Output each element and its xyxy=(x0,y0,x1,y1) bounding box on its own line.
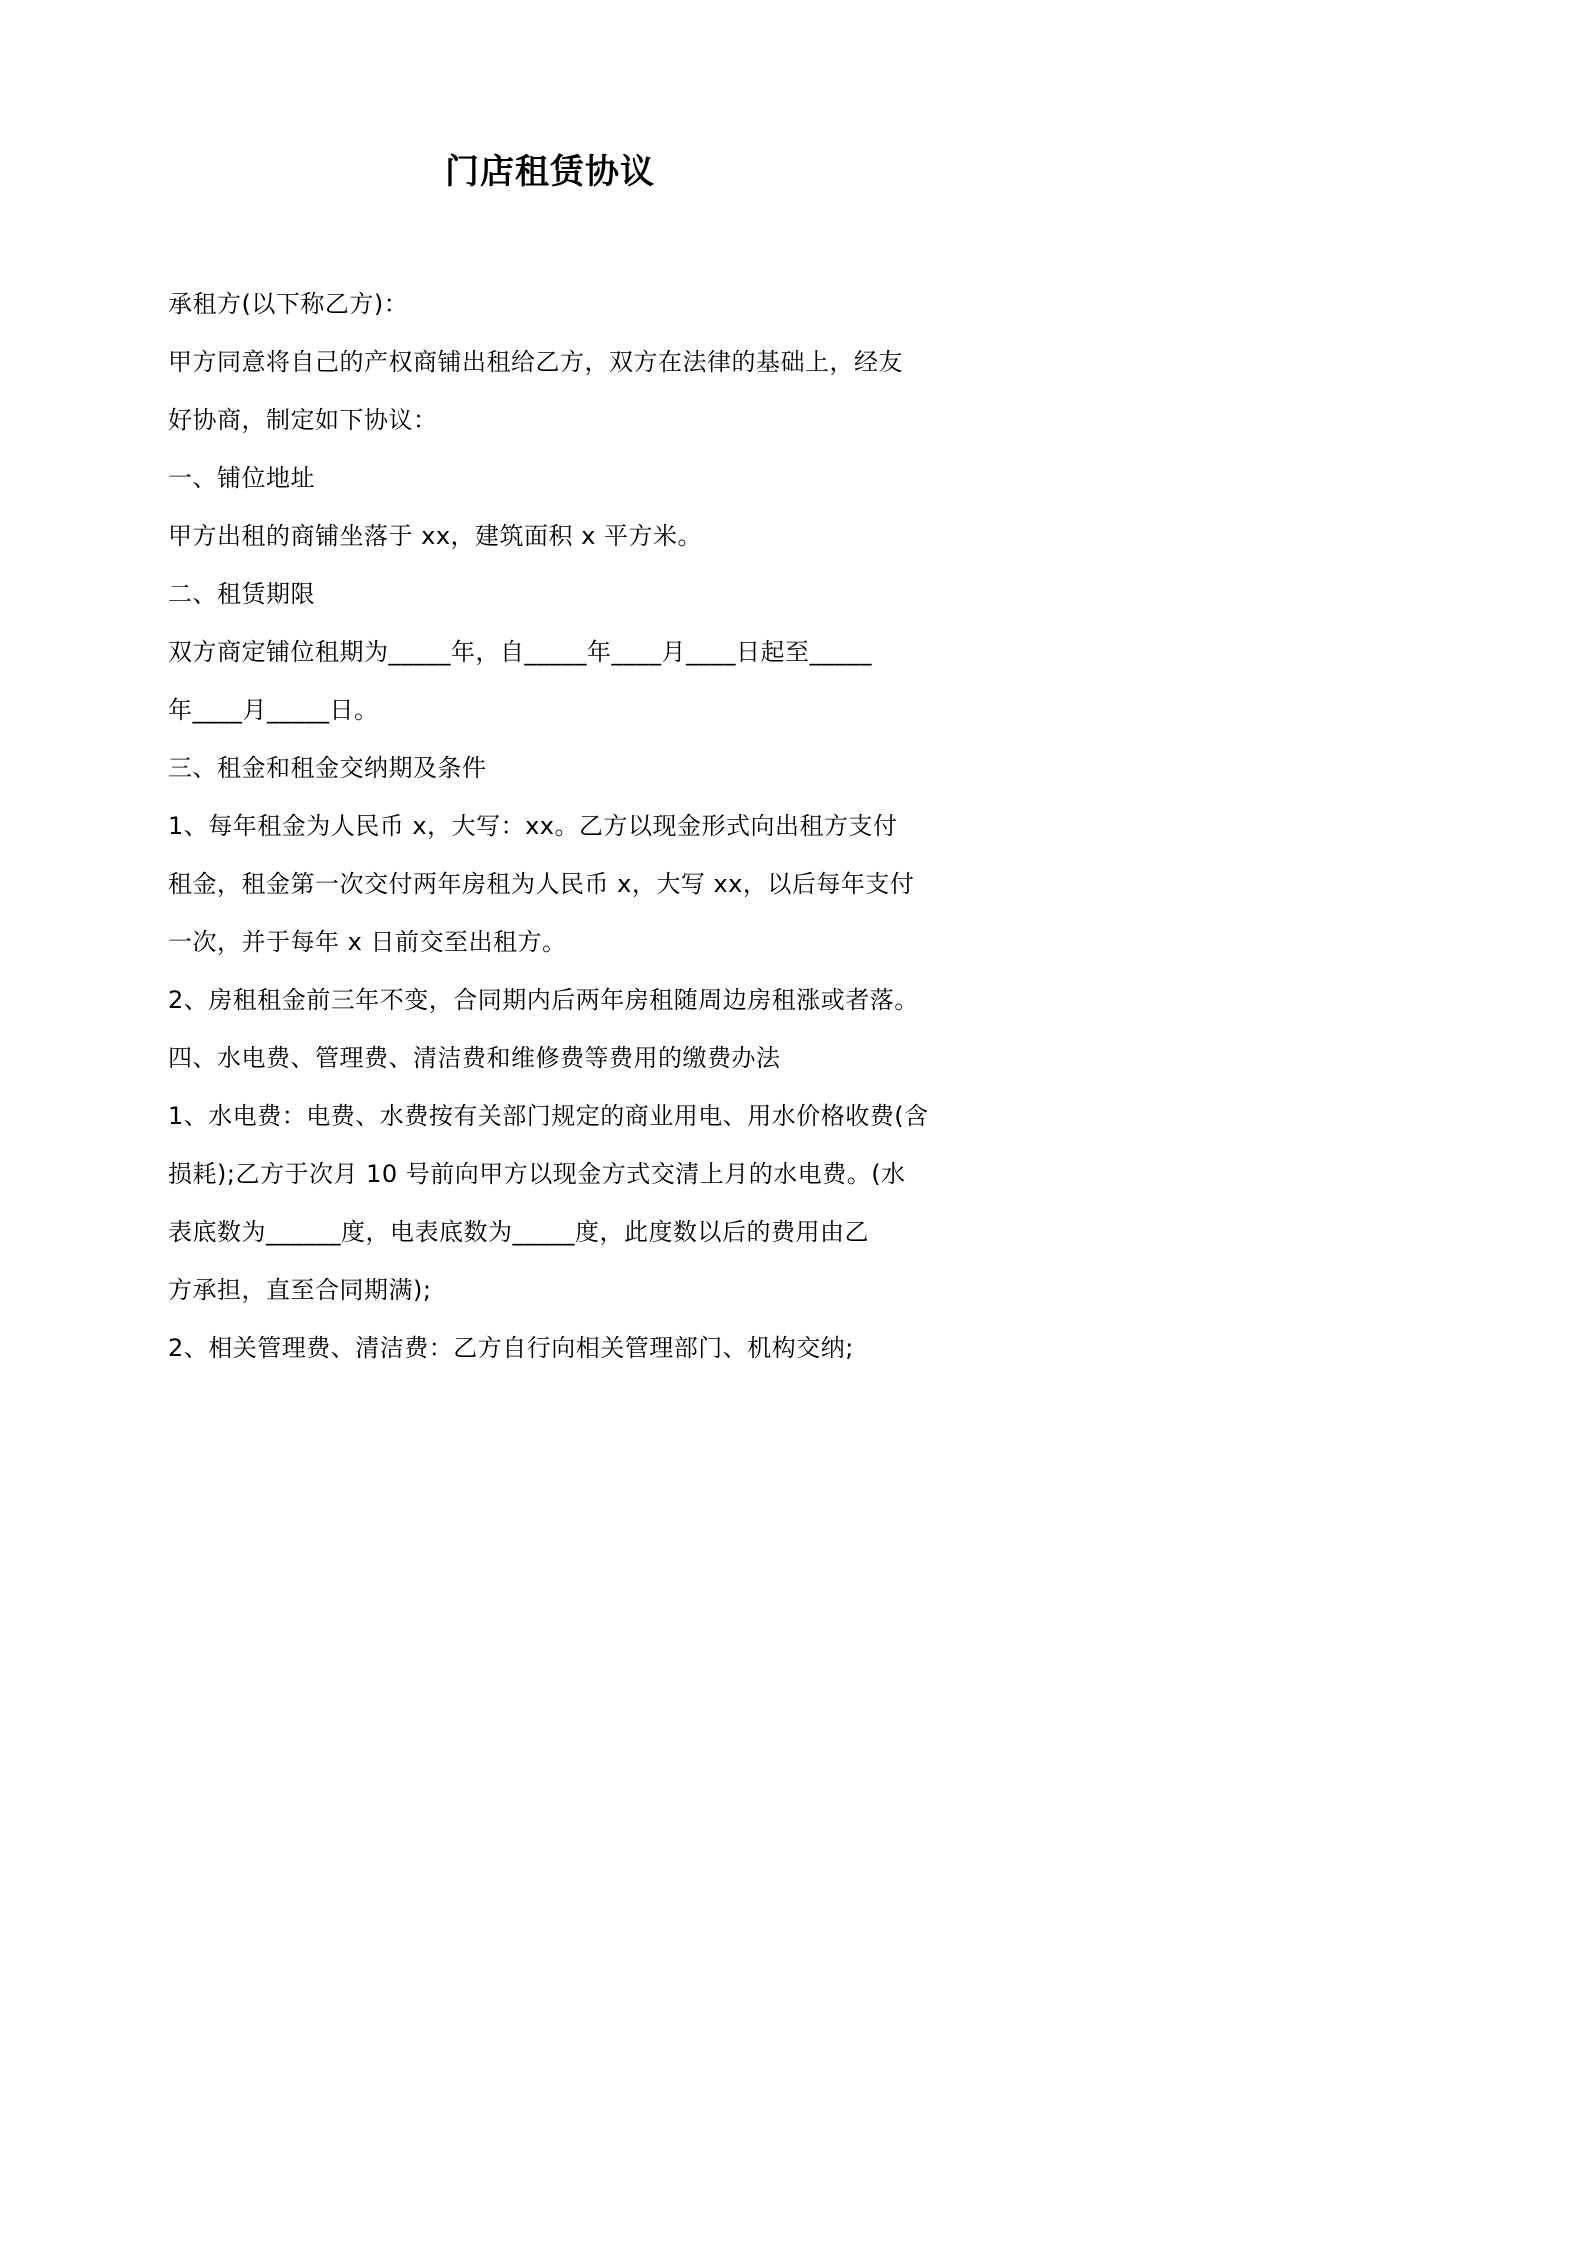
rent-clause-1-line-1: 1、每年租金为人民币 x，大写：xx。乙方以现金形式向出租方支付 xyxy=(168,812,898,840)
section-heading-fees: 四、水电费、管理费、清洁费和维修费等费用的缴费办法 xyxy=(168,1044,781,1072)
fees-clause-1-line-3: 表底数为______度，电表底数为_____度，此度数以后的费用由乙 xyxy=(168,1218,869,1246)
fees-clause-1-line-1: 1、水电费：电费、水费按有关部门规定的商业用电、用水价格收费(含 xyxy=(168,1102,929,1130)
rent-clause-1-line-3: 一次，并于每年 x 日前交至出租方。 xyxy=(168,928,567,956)
fees-clause-1-line-2: 损耗);乙方于次月 10 号前向甲方以现金方式交清上月的水电费。(水 xyxy=(168,1160,906,1188)
section-heading-term: 二、租赁期限 xyxy=(168,580,315,608)
rent-clause-2: 2、房租租金前三年不变，合同期内后两年房租随周边房租涨或者落。 xyxy=(168,986,919,1014)
document-title: 门店租赁协议 xyxy=(445,152,655,192)
document-page xyxy=(0,0,1100,1556)
rent-clause-1-line-2: 租金，租金第一次交付两年房租为人民币 x，大写 xx，以后每年支付 xyxy=(168,870,915,898)
section-heading-address: 一、铺位地址 xyxy=(168,464,315,492)
term-paragraph-line-2: 年____月_____日。 xyxy=(168,696,379,724)
fees-clause-1-line-4: 方承担，直至合同期满); xyxy=(168,1276,432,1304)
address-paragraph: 甲方出租的商铺坐落于 xx，建筑面积 x 平方米。 xyxy=(168,522,702,550)
fees-clause-2: 2、相关管理费、清洁费：乙方自行向相关管理部门、机构交纳; xyxy=(168,1334,854,1362)
preamble-line-2: 好协商，制定如下协议： xyxy=(168,406,438,434)
section-heading-rent: 三、租金和租金交纳期及条件 xyxy=(168,754,487,782)
tenant-line: 承租方(以下称乙方)： xyxy=(168,290,409,318)
preamble-line-1: 甲方同意将自己的产权商铺出租给乙方，双方在法律的基础上，经友 xyxy=(168,348,903,376)
term-paragraph-line-1: 双方商定铺位租期为_____年，自_____年____月____日起至_____ xyxy=(168,638,872,666)
